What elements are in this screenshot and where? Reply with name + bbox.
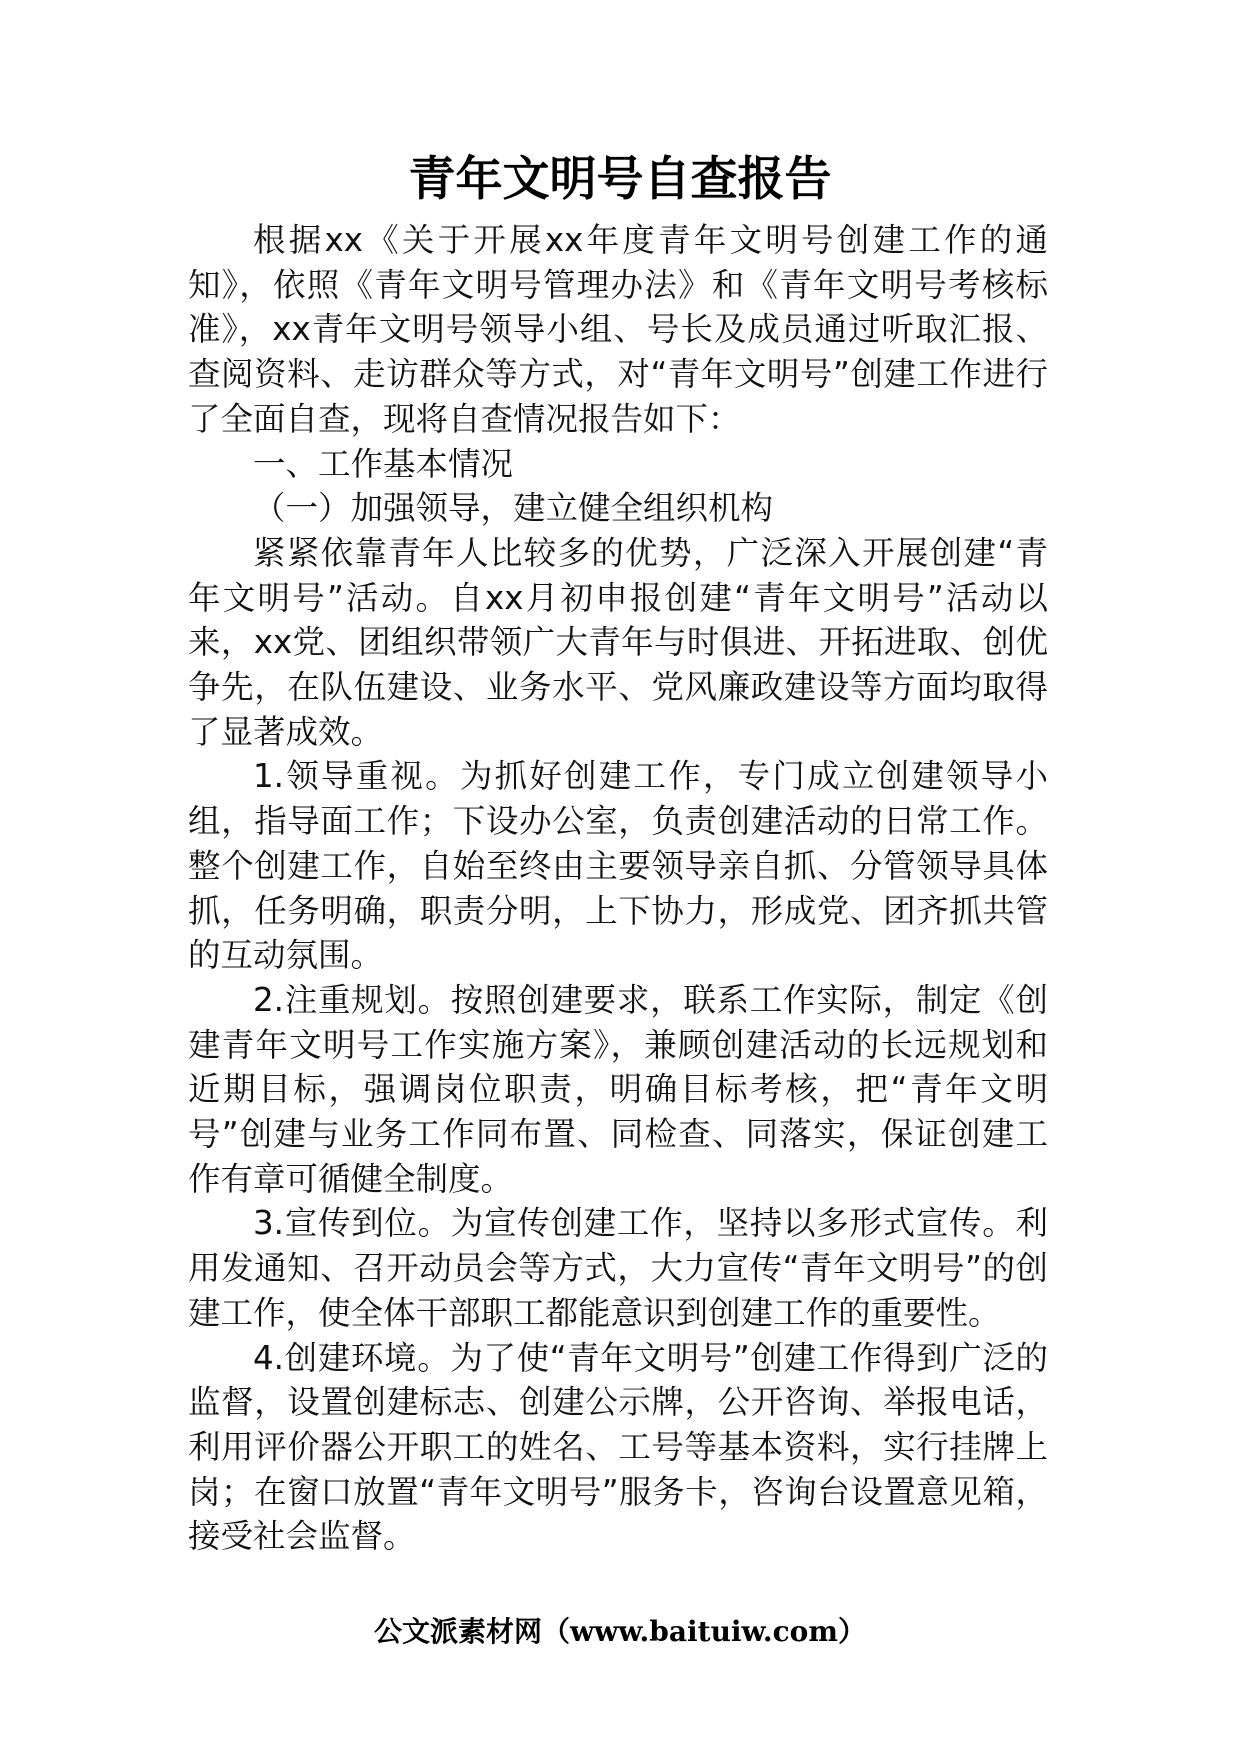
paragraph-item-1: 1.领导重视。为抓好创建工作，专门成立创建领导小组，指导面工作；下设办公室，负责创建活动的日常工作。整个创建工作，自始至终由主要领导亲自抓、分管领导具体抓，任务明确，职责分明，上下协力，形成党、团齐抓共管的互动氛围。 (188, 757, 1048, 975)
section-heading-1: 一、工作基本情况 (253, 444, 514, 483)
subsection-heading-1: （一）加强领导，建立健全组织机构 (253, 489, 774, 528)
paragraph-item-4: 4.创建环境。为了使“青年文明号”创建工作得到广泛的监督，设置创建标志、创建公示牌，公开咨询、举报电话，利用评价器公开职工的姓名、工号等基本资料，实行挂牌上岗；在窗口放置“青年文明号”服务卡，咨询台设置意见箱，接受社会监督。 (188, 1338, 1048, 1556)
paragraph-intro: 根据xx《关于开展xx年度青年文明号创建工作的通知》，依照《青年文明号管理办法》和《青年文明号考核标准》，xx青年文明号领导小组、号长及成员通过听取汇报、查阅资料、走访群众等方式，对“青年文明号”创建工作进行了全面自查，现将自查情况报告如下： (188, 221, 1048, 438)
document-footer: 公文派素材网（www.baituiw.com） (374, 1615, 866, 1648)
paragraph-overview: 紧紧依靠青年人比较多的优势，广泛深入开展创建“青年文明号”活动。自xx月初申报创建“青年文明号”活动以来，xx党、团组织带领广大青年与时俱进、开拓进取、创优争先，在队伍建设、业务水平、党风廉政建设等方面均取得了显著成效。 (188, 533, 1048, 751)
paragraph-item-3: 3.宣传到位。为宣传创建工作，坚持以多形式宣传。利用发通知、召开动员会等方式，大力宣传“青年文明号”的创建工作，使全体干部职工都能意识到创建工作的重要性。 (188, 1204, 1048, 1332)
document-title: 青年文明号自查报告 (408, 152, 832, 207)
paragraph-item-2: 2.注重规划。按照创建要求，联系工作实际，制定《创建青年文明号工作实施方案》，兼顾创建活动的长远规划和近期目标，强调岗位职责，明确目标考核，把“青年文明号”创建与业务工作同布置、同检查、同落实，保证创建工作有章可循健全制度。 (188, 980, 1048, 1198)
document-body (188, 218, 1048, 1559)
